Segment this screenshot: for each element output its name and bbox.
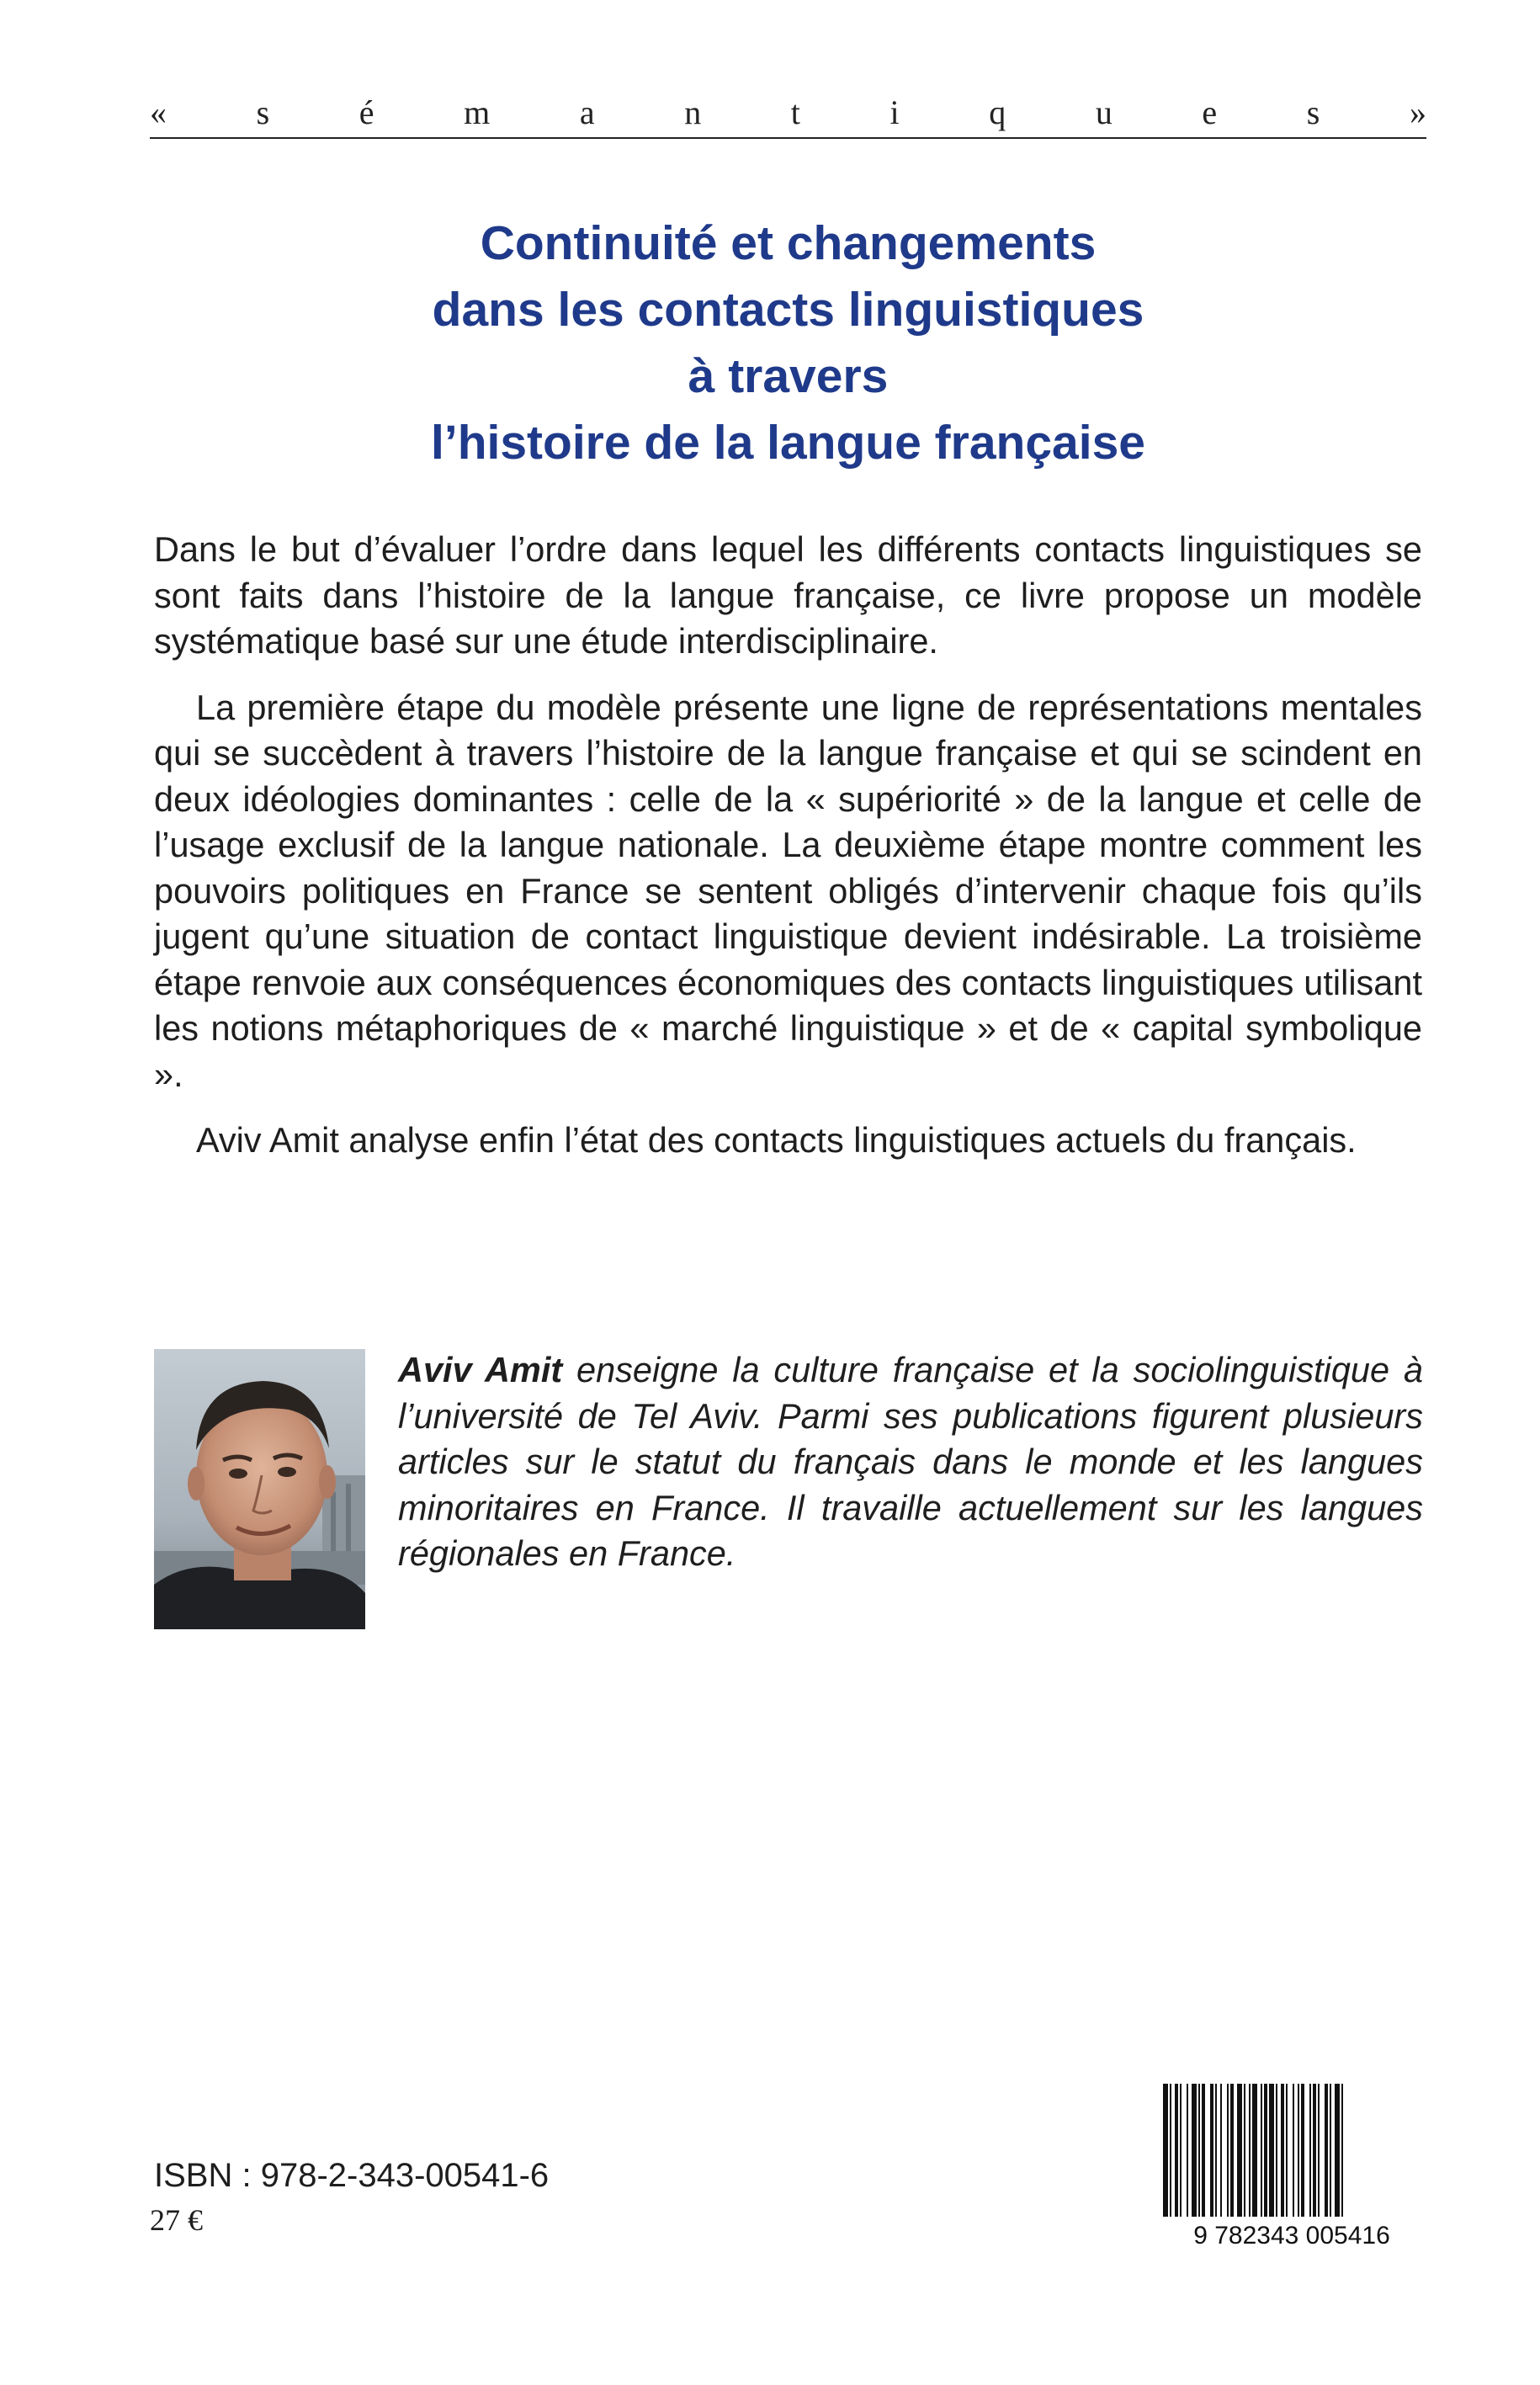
barcode-bar (1175, 2084, 1178, 2217)
isbn-label: ISBN : 978-2-343-00541-6 (154, 2157, 550, 2194)
series-letter: m (464, 93, 491, 131)
series-letter: e (1202, 93, 1218, 131)
series-letter: é (358, 93, 374, 131)
title-line: à travers (688, 349, 889, 403)
barcode-bar (1170, 2084, 1171, 2217)
barcode-bar (1313, 2084, 1316, 2217)
barcode-bar (1198, 2084, 1200, 2217)
barcode-bar (1335, 2084, 1340, 2217)
author-name: Aviv Amit (398, 1350, 563, 1389)
series-header (150, 91, 1426, 133)
series-letter: i (889, 93, 900, 131)
barcode-bar (1276, 2084, 1277, 2217)
barcode-bar (1192, 2084, 1197, 2217)
book-title (150, 210, 1426, 476)
barcode-bar (1220, 2084, 1222, 2217)
isbn-barcode (1160, 2084, 1424, 2250)
barcode-bar (1180, 2084, 1182, 2217)
barcode-bar (1293, 2084, 1294, 2217)
summary-paragraph: La première étape du modèle présente une ligne de représentations mentales qui se succèdent à travers l’histoire de la langue française et qui se scindent en deux idéologies dominantes : celle de la « supériorité » de la langue et celle de l’usage exclusif de la langue nationale. La deuxième étape montre comment les pouvoirs politiques en France se sentent obligés d’intervenir chaque fois qu’ils jugent qu’une situation de contact linguistique devient indésirable. La troisième étape renvoie aux conséquences économiques des contacts linguistiques utilisant les notions métaphoriques de « marché linguistique » et de « capital symbolique ». (154, 687, 1422, 1094)
series-letter: q (989, 93, 1006, 131)
author-bio (398, 1347, 1423, 1577)
series-letter: t (790, 93, 800, 131)
series-letter: a (579, 93, 595, 131)
barcode-bar (1298, 2084, 1299, 2217)
book-summary (154, 527, 1422, 1184)
barcode-bars (1163, 2084, 1343, 2217)
barcode-bar (1286, 2084, 1288, 2217)
barcode-bar (1330, 2084, 1331, 2217)
barcode-bar (1318, 2084, 1320, 2217)
barcode-bar (1269, 2084, 1274, 2217)
title-line: Continuité et changements (480, 216, 1097, 270)
barcode-bar (1244, 2084, 1245, 2217)
barcode-bar (1252, 2084, 1257, 2217)
summary-paragraph: Dans le but d’évaluer l’ordre dans lequel les différents contacts linguistiques se sont faits dans l’histoire de la langue française, ce livre propose un modèle systématique basé sur une étude interdisciplinaire. (154, 529, 1422, 661)
barcode-bar (1215, 2084, 1217, 2217)
barcode-bar (1264, 2084, 1267, 2217)
title-line: dans les contacts linguistiques (432, 283, 1144, 337)
summary-paragraph: Aviv Amit analyse enfin l’état des contacts linguistiques actuels du français. (196, 1120, 1357, 1160)
barcode-bar (1325, 2084, 1328, 2217)
series-letter: n (684, 93, 702, 131)
barcode-bar (1261, 2084, 1262, 2217)
author-photo (154, 1349, 365, 1629)
barcode-bar (1237, 2084, 1242, 2217)
barcode-bar (1341, 2084, 1343, 2217)
author-portrait-illustration (154, 1349, 365, 1629)
title-line: l’histoire de la langue française (431, 416, 1145, 470)
barcode-bar (1187, 2084, 1188, 2217)
barcode-bar (1202, 2084, 1205, 2217)
barcode-bar (1301, 2084, 1304, 2217)
barcode-bar (1281, 2084, 1284, 2217)
barcode-bar (1163, 2084, 1168, 2217)
series-letter: s (256, 93, 270, 131)
series-letter: « (150, 93, 167, 131)
series-letter: » (1409, 93, 1426, 131)
series-divider (150, 137, 1426, 139)
barcode-bar (1309, 2084, 1311, 2217)
barcode-graphic (1160, 2084, 1424, 2250)
series-letter: s (1306, 93, 1320, 131)
barcode-bar (1249, 2084, 1251, 2217)
price-label: 27 € (150, 2203, 203, 2237)
author-bio-text: enseigne la culture française et la sociolinguistique à l’université de Tel Aviv. Parmi ses publications figurent plusieurs articles sur le statut du français dans le monde et les langues minoritaires en France. Il travaille actuellement sur les langues régionales en France. (398, 1350, 1423, 1573)
barcode-bar (1210, 2084, 1213, 2217)
series-letter: u (1095, 93, 1113, 131)
barcode-digits: 9 782343 005416 (1193, 2222, 1390, 2250)
barcode-bar (1230, 2084, 1234, 2217)
barcode-bar (1227, 2084, 1229, 2217)
